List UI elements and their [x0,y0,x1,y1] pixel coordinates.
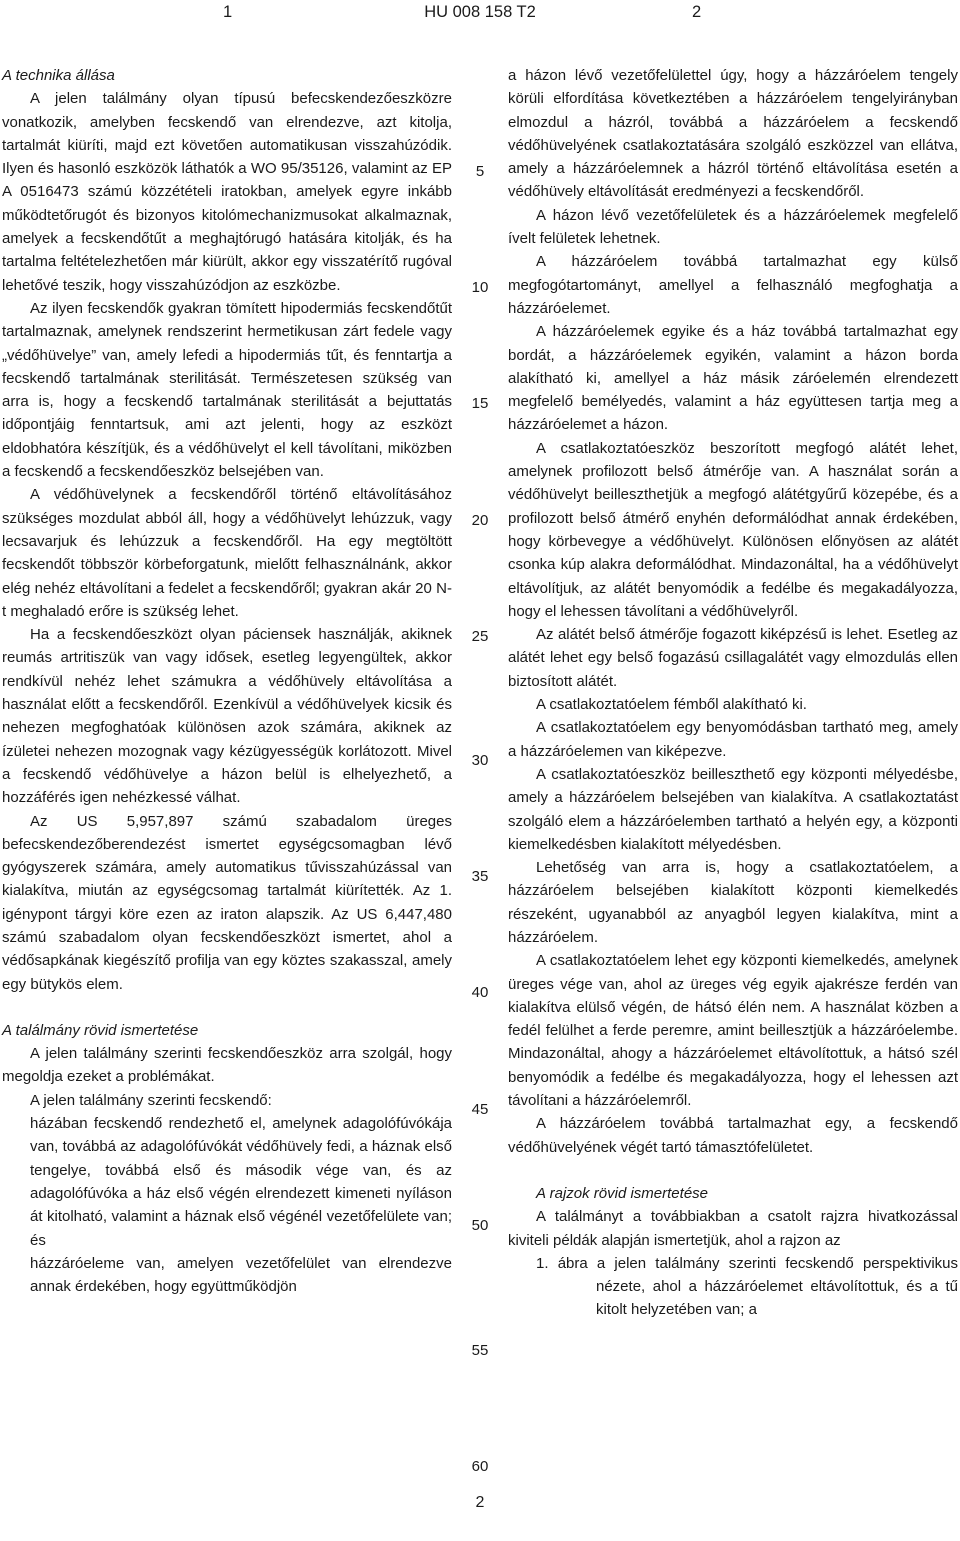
paragraph: Az US 5,957,897 számú szabadalom üreges befecskendezőberendezést ismertet egységcsomagban lévő gyógyszerek számára, amely automatikus tűvisszahúzással van kialakítva, miután az egységcsomag tartalmát kiürítették. Az 1. igénypont tárgyi köre ezen az iraton alapszik. Az US 6,447,480 számú szabadalom olyan fecskendőeszközt ismertet, ahol a védősapkának kiegészítő profilja van egy köztes szakasszal, amely egy bütykös elem. [2,812,452,993]
paragraph: A jelen találmány szerinti fecskendő: [30,1091,272,1109]
line-number: 40 [471,984,489,1001]
paragraph: Az ilyen fecskendők gyakran tömített hipodermiás fecskendőtűt tartalmaznak, amelynek rendszerint hermetikusan zárt fedele vagy „védőhüvelye” van, amely lefedi a hipodermiás tűt, és fenntartja a fecskendő tartalmának sterilitását. Természetesen szükség van arra is, hogy a fecskendő tartalmának sterilitását a bejuttatás időpontjáig fenntartsuk, ami azt jelenti, hogy az eszközt eldobhatóra készítjük, és a védőhüvelyt el kell távolítani, miközben a fecskendő a fecskendőeszköz belsejében van. [2,299,452,481]
line-number: 10 [471,279,489,296]
paragraph: A házon lévő vezetőfelületek és a házzáróelemek megfelelő ívelt felületek lehetnek. [508,206,958,248]
paragraph: A házzáróelemek egyike és a ház továbbá tartalmazhat egy bordát, a házzáróelemek egyikén, valamint a házon borda alakítható ki, amellyel a ház másik záróelemén elrendezett megfelelő bemélyedés, valamint a ház együttesen tartja meg a házzáróelemet a házon. [508,323,958,434]
paragraph: A jelen találmány szerinti fecskendőeszköz arra szolgál, hogy megoldja ezeket a problémákat. [2,1045,452,1086]
paragraph: A csatlakoztatóelem egy benyomódásban tartható meg, amely a házzáróelemen van kiképezve. [508,719,958,760]
paragraph: A csatlakoztatóelem fémből alakítható ki. [536,696,807,714]
line-number: 20 [471,512,489,529]
line-number: 25 [471,628,489,645]
paragraph: A csatlakoztatóelem lehet egy központi kiemelkedés, amelynek üreges vége van, ahol az üreges vég egyik ajakrésze ferdén van kialakítva elülső végén, de hátsó élén nem. A használat közben a fedél felülhet a ferde peremre, amint beillesztjük a házzáróelembe. Mindazonáltal, ahogy a házzáróelemet eltávolítottuk, a hátsó szél benyomódik a fedélbe és megakadályozza, hogy el lehessen azt távolítani a házzáróelemről. [508,952,958,1110]
line-number: 5 [475,163,485,180]
section-heading-summary: A találmány rövid ismertetése [2,1021,199,1039]
line-number: 30 [471,752,489,769]
spacer [508,1159,958,1182]
paragraph: A találmányt a továbbiakban a csatolt rajzra hivatkozással kiviteli példák alapján ismertetjük, ahol a rajzon az [508,1208,958,1249]
claim-paragraph: házzáróeleme van, amelyen vezetőfelület van elrendezve annak érdekében, hogy együttműködjön [30,1254,452,1296]
line-number: 35 [471,868,489,885]
claim-paragraph: házában fecskendő rendezhető el, amelynek adagolófúvókája van, továbbá az adagolófúvókát védőhüvely fedi, a háznak első tengelye, továbbá első és második vége van, és az adagolófúvóka a ház első végén elrendezett kimeneti nyíláson át kitolható, valamint a háznak első végénél vezetőfelülete van; és [30,1115,452,1249]
page-header [0,0,960,34]
line-number: 15 [471,395,489,412]
header-column-number-left: 1 [223,3,233,21]
page-number: 2 [475,1494,485,1511]
paragraph: A házzáróelem továbbá tartalmazhat egy, a fecskendő védőhüvelyének végét tartó támasztófelületet. [508,1115,958,1156]
paragraph: A csatlakoztatóeszköz beilleszthető egy központi mélyedésbe, amely a házzáróelem belsejében van kialakítva. A csatlakoztatást szolgáló elem a házzáróelemben tartható a helyén egy, a központi kiemelkedésben kialakított mélyedésben. [508,765,958,853]
line-number: 45 [471,1101,489,1118]
line-number: 55 [471,1342,489,1359]
header-column-number-right: 2 [692,3,702,21]
paragraph: A házzáróelem továbbá tartalmazhat egy külső megfogótartományt, amellyel a felhasználó megfoghatja a házzáróelemet. [508,253,958,317]
header-document-id: HU 008 158 T2 [424,3,536,21]
paragraph-continued: a házon lévő vezetőfelülettel úgy, hogy a házzáróelem tengely körüli elfordítása következtében a házzáróelem tengelyirányban elmozdul a házról, továbbá a házzáróelem a fecskendő védőhüvelyének csatlakoztatására szolgáló eszközzel van ellátva, amely a házzáróelemnek a házról történő eltávolítása esetén a védőhüvely eltávolítását eredményezi a fecskendőről. [508,67,958,201]
section-heading-drawings: A rajzok rövid ismertetése [536,1184,709,1202]
paragraph: A jelen találmány olyan típusú befecskendezőeszközre vonatkozik, amelyben fecskendő van elrendezve, azt kitolja, tartalmát kiüríti, majd ezt követően automatikusan visszahúzódik. Ilyen és hasonló eszközök láthatók a WO 95/35126, valamint az EP A 0516473 számú közzétételi iratokban, amelyek egyre inkább működtetőrugót és bizonyos kitolómechanizmusokat alkalmaznak, amelyek a fecskendőtűt a meghajtórugó hatására kitolják, és ha tartalma feltételezhetően már kiürült, akkor egy visszatérítő rugóval lehetővé teszik, hogy visszahúzódjon az eszközbe. [2,90,452,294]
paragraph: Az alátét belső átmérője fogazott kiképzésű is lehet. Esetleg az alátét lehet egy belső fogazású csillagalátét vagy elmozdulás ellen biztosított alátét. [508,626,958,690]
paragraph: Ha a fecskendőeszközt olyan páciensek használják, akiknek reumás artritiszük van vagy idősek, esetleg legyengültek, akkor rendkívül nehéz lehet számukra a védőhüvely eltávolítása a használat előtt a fecskendőről. Ezenkívül a védőhüvelyek kicsik és nehezen megfoghatóak különösen azok számára, akiknek az ízületei nehezen mozognak vagy kézügyességük korlátozott. Mivel a fecskendő védőhüvelye a házon belül is elhelyezhető, a hozzáférés igen nehézkessé válhat. [2,626,452,807]
figure-description: 1. ábra a jelen találmány szerinti fecskendő perspektivikus nézete, ahol a házzáróelemet eltávolítottuk, és a tű kitolt helyzetében van; a [536,1254,958,1319]
paragraph: A csatlakoztatóeszköz beszorított megfogó alátét lehet, amelynek profilozott belső átmérője van. A használat során a védőhüvelyt beilleszthetjük a megfogó alátétgyűrű közepébe, és a profilozott belső átmérő enyhén deformálódhat annak érdekében, hogy körbevegye a védőhüvelyt. Különösen előnyösen az alátét csonka kúp alakra deformálódhat. Mindazonáltal, ha a védőhüvelyt eltávolítjuk, az alátét benyomódik a fedélbe és megakadályozza, hogy el lehessen távolítani a védőhüvelyről. [508,439,958,620]
line-number: 50 [471,1217,489,1234]
paragraph: Lehetőség van arra is, hogy a csatlakoztatóelem, a házzáróelem belsejében kialakított központi kiemelkedés részeként, ugyanabból az anyagból legyen kialakítva, mint a házzáróelem. [508,859,958,946]
paragraph: A védőhüvelynek a fecskendőről történő eltávolításához szükséges mozdulat abból áll, hogy a védőhüvelyt lehúzzuk, vagy lecsavarjuk és lehúzzuk a fecskendőről. Ha egy megtöltött fecskendőt többször körbeforgatunk, mielőtt felhasználnánk, akkor elég nehéz eltávolítani a fedelet a fecskendőről; gyakran akár 20 N-t meghaladó erőre is szükség lehet. [2,486,452,620]
section-heading-prior-art: A technika állása [2,67,115,84]
right-column [508,64,958,1322]
line-number: 60 [471,1458,489,1475]
